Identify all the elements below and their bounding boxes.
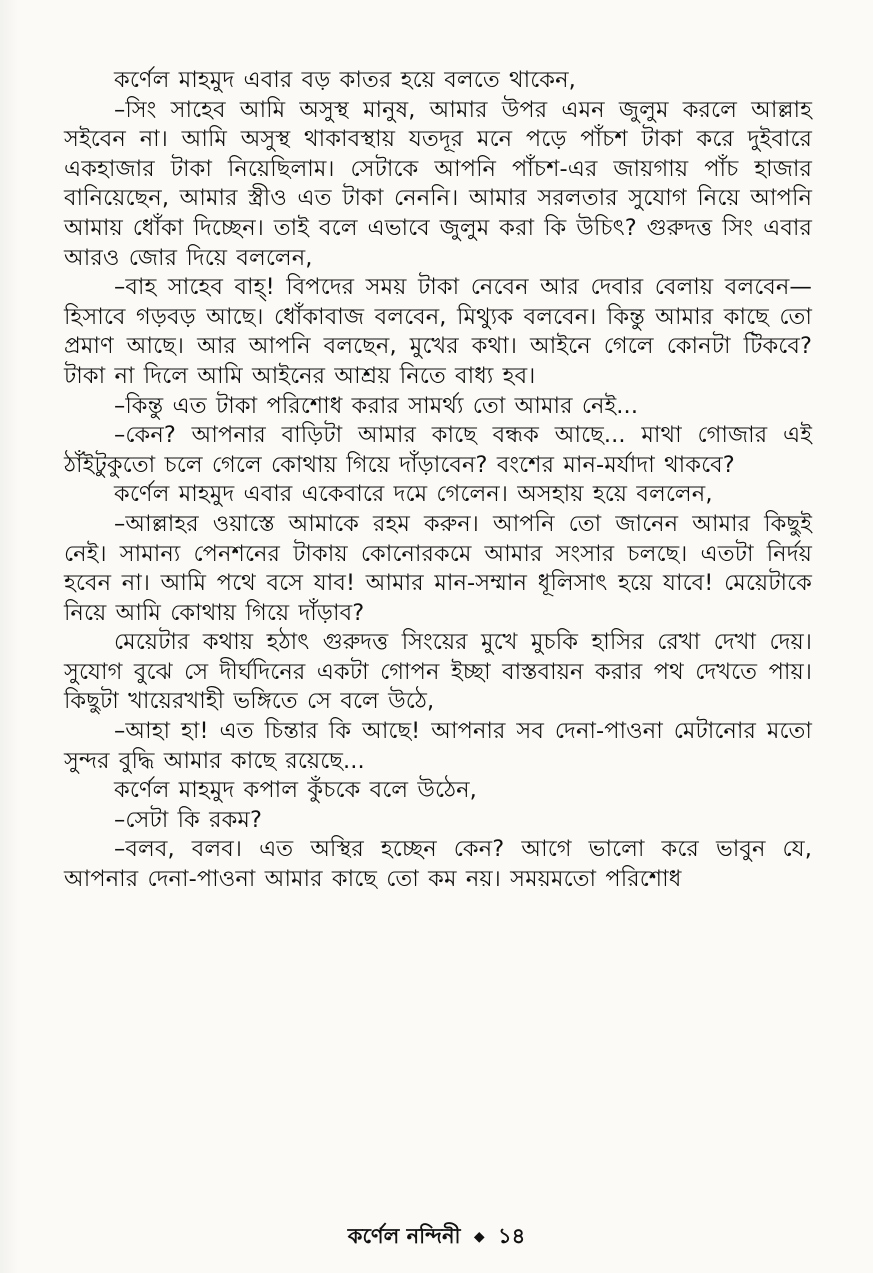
paragraph-6: কর্ণেল মাহমুদ এবার একেবারে দমে গেলেন। অসহায় হয়ে বললেন,: [114, 481, 713, 508]
paragraph-5: –কেন? আপনার বাড়িটা আমার কাছে বন্ধক আছে... মাথা গোজার এই ঠাঁইটুকুতো চলে গেলে কোথায় গিয়ে দাঁড়াবেন? বংশের মান-মর্যাদা থাকবে?: [64, 422, 812, 478]
paragraph-10: কর্ণেল মাহমুদ কপাল কুঁচকে বলে উঠেন,: [114, 777, 477, 804]
paragraph-11: –সেটা কি রকম?: [114, 806, 263, 833]
page-number: ১৪: [497, 1224, 526, 1248]
page-footer: [0, 1220, 873, 1255]
paragraph-7: –আল্লাহর ওয়াস্তে আমাকে রহম করুন। আপনি তো জানেন আমার কিছুই নেই। সামান্য পেনশনের টাকায় কোনোরকমে আমার সংসার চলছে। এতটা নির্দয় হবেন না। আমি পথে বসে যাব! আমার মান-সম্মান ধূলিসাৎ হয়ে যাবে! মেয়েটাকে নিয়ে আমি কোথায় গিয়ে দাঁড়াব?: [64, 510, 812, 626]
paragraph-3: –বাহ সাহেব বাহ্! বিপদের সময় টাকা নেবেন আর দেবার বেলায় বলবেন—হিসাবে গড়বড় আছে। ধোঁকাবাজ বলবেন, মিথ্যুক বলবেন। কিন্তু আমার কাছে তো প্রমাণ আছে। আর আপনি বলছেন, মুখের কথা। আইনে গেলে কোনটা টিকবে? টাকা না দিলে আমি আইনের আশ্রয় নিতে বাধ্য হব।: [64, 274, 812, 389]
paragraph-1: কর্ণেল মাহমুদ এবার বড় কাতর হয়ে বলতে থাকেন,: [114, 67, 576, 93]
paragraph-12: –বলব, বলব। এত অস্থির হচ্ছেন কেন? আগে ভালো করে ভাবুন যে, আপনার দেনা-পাওনা আমার কাছে তো কম নয়। সময়মতো পরিশোধ: [64, 836, 812, 893]
body-text: [64, 66, 812, 895]
diamond-bullet-icon: ◆: [473, 1229, 485, 1245]
paragraph-8: মেয়েটার কথায় হঠাৎ গুরুদত্ত সিংয়ের মুখে মুচকি হাসির রেখা দেখা দেয়। সুযোগ বুঝে সে দীর্ঘদিনের একটা গোপন ইচ্ছা বাস্তবায়ন করার পথ দেখতে পায়। কিছুটা খায়েরখাহী ভঙ্গিতে সে বলে উঠে,: [64, 629, 812, 715]
book-title: কর্ণেল নন্দিনী: [347, 1224, 461, 1248]
paragraph-2: –সিং সাহেব আমি অসুস্থ মানুষ, আমার উপর এমন জুলুম করলে আল্লাহ সইবেন না। আমি অসুস্থ থাকাবস্থায় যতদূর মনে পড়ে পাঁচশ টাকা করে দুইবারে একহাজার টাকা নিয়েছিলাম। সেটাকে আপনি পাঁচশ-এর জায়গায় পাঁচ হাজার বানিয়েছেন, আমার স্ত্রীও এত টাকা নেননি। আমার সরলতার সুযোগ নিয়ে আপনি আমায় ধোঁকা দিচ্ছেন। তাই বলে এভাবে জুলুম করা কি উচিৎ? গুরুদত্ত সিং এবার আরও জোর দিয়ে বললেন,: [64, 96, 812, 271]
paragraph-9: –আহা হা! এত চিন্তার কি আছে! আপনার সব দেনা-পাওনা মেটানোর মতো সুন্দর বুদ্ধি আমার কাছে রয়েছে...: [64, 718, 812, 774]
paragraph-4: –কিন্তু এত টাকা পরিশোধ করার সামর্থ্য তো আমার নেই...: [114, 392, 639, 419]
